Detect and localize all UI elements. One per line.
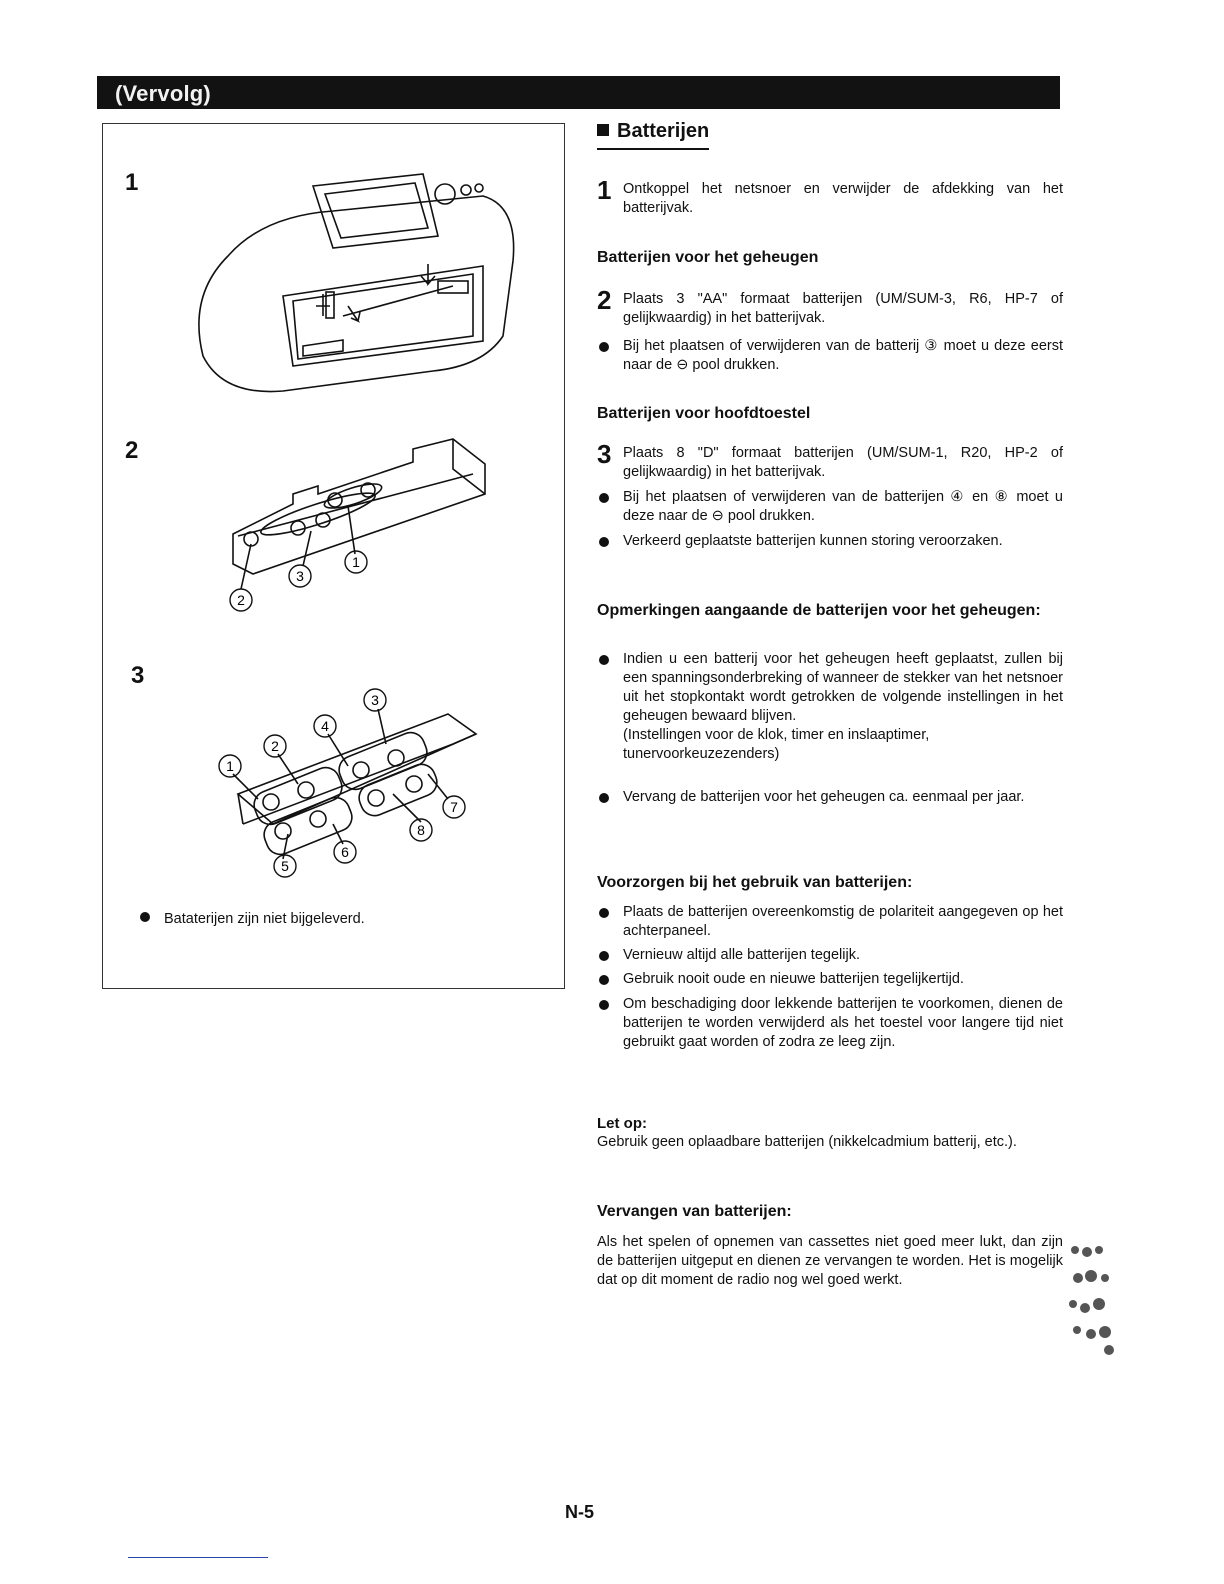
bullet-icon bbox=[599, 793, 609, 803]
remarks-heading: Opmerkingen aangaande de batterijen voor het geheugen: bbox=[597, 602, 1041, 619]
callout-2-label: 2 bbox=[237, 592, 245, 608]
figure-panel bbox=[102, 123, 565, 989]
replace-heading: Vervangen van batterijen: bbox=[597, 1203, 792, 1220]
main-bullet-2: Verkeerd geplaatste batterijen kunnen storing veroorzaken. bbox=[597, 532, 1063, 551]
bullet-icon bbox=[599, 908, 609, 918]
callout-8-label: 8 bbox=[417, 822, 425, 838]
page-number: N-5 bbox=[565, 1502, 595, 1522]
step-2 bbox=[597, 285, 1063, 328]
step-1 bbox=[597, 175, 1063, 218]
caution-text: Gebruik geen oplaadbare batterijen (nikkelcadmium batterij, etc.). bbox=[597, 1134, 1017, 1150]
callout-1-label: 1 bbox=[352, 554, 360, 570]
step-3-number: 3 bbox=[597, 439, 612, 469]
callout-5-label: 5 bbox=[281, 858, 289, 874]
callout-4-label: 4 bbox=[321, 718, 329, 734]
figure-step-3-label: 3 bbox=[131, 662, 145, 689]
figure-note bbox=[140, 911, 365, 927]
section-header-title: (Vervolg) bbox=[115, 81, 211, 106]
remarks-bullet-1-extra: (Instellingen voor de klok, timer en inslaaptimer, tunervoorkeuzezenders) bbox=[623, 727, 930, 762]
main-heading: Batterijen voor hoofdtoestel bbox=[597, 405, 811, 422]
square-bullet-icon bbox=[597, 124, 609, 136]
bullet-icon bbox=[599, 493, 609, 503]
bullet-icon bbox=[599, 342, 609, 352]
caution-label: Let op: bbox=[597, 1115, 647, 1132]
bullet-icon bbox=[599, 975, 609, 985]
step-3-text: Plaats 8 "D" formaat batterijen (UM/SUM-1, R20, HP-2 of gelijkwaardig) in het batterijvak. bbox=[623, 445, 1063, 480]
precautions-bullet-1: Plaats de batterijen overeenkomstig de polariteit aangegeven op het achterpaneel. bbox=[597, 903, 1063, 941]
step-1-number: 1 bbox=[597, 175, 612, 205]
remarks-bullet-2: Vervang de batterijen voor het geheugen ca. eenmaal per jaar. bbox=[597, 788, 1063, 807]
scan-halftone-mark bbox=[1063, 1238, 1118, 1358]
figure-step-2-label: 2 bbox=[125, 437, 139, 464]
figure-step-1-label: 1 bbox=[125, 169, 139, 196]
main-bullet-1: Bij het plaatsen of verwijderen van de batterijen ④ en ⑧ moet u deze naar de ⊖ pool drukken. bbox=[597, 488, 1063, 526]
figure-3-main-battery-illustration bbox=[218, 674, 498, 879]
step-1-text: Ontkoppel het netsnoer en verwijder de afdekking van het batterijvak. bbox=[623, 181, 1063, 216]
callout-2-label: 2 bbox=[271, 738, 279, 754]
section-title: Batterijen bbox=[597, 120, 709, 150]
figure-1-unit-back-illustration bbox=[183, 166, 523, 406]
callout-7-label: 7 bbox=[450, 799, 458, 815]
step-3 bbox=[597, 439, 1063, 482]
remarks-bullet-1: Indien u een batterij voor het geheugen heeft geplaatst, zullen bij een spanningsonderbreking of wanneer de stekker van het netsnoer uit het stopkontakt wordt getrokken de volgende instellingen in het geheugen bewaard blijven. (Instellingen voor de klok, timer en inslaaptimer, tunervoorkeuzezenders) bbox=[597, 650, 1063, 764]
precautions-bullet-3: Gebruik nooit oude en nieuwe batterijen tegelijkertijd. bbox=[597, 970, 1063, 989]
precautions-bullet-4: Om beschadiging door lekkende batterijen te voorkomen, dienen de batterijen te worden verwijderd als het toestel voor langere tijd niet gebruikt gaat worden of zodra ze leeg zijn. bbox=[597, 995, 1063, 1052]
callout-3-label: 3 bbox=[296, 568, 304, 584]
callout-1-label: 1 bbox=[226, 758, 234, 774]
footer-rule bbox=[128, 1557, 268, 1558]
bullet-icon bbox=[140, 912, 150, 922]
memory-bullet: Bij het plaatsen of verwijderen van de batterij ③ moet u deze eerst naar de ⊖ pool drukken. bbox=[597, 337, 1063, 375]
callout-6-label: 6 bbox=[341, 844, 349, 860]
precautions-bullet-2: Vernieuw altijd alle batterijen tegelijk. bbox=[597, 946, 1063, 965]
bullet-icon bbox=[599, 951, 609, 961]
bullet-icon bbox=[599, 655, 609, 665]
memory-heading: Batterijen voor het geheugen bbox=[597, 249, 819, 266]
figure-note-text: Bataterijen zijn niet bijgeleverd. bbox=[164, 911, 365, 927]
step-2-text: Plaats 3 "AA" formaat batterijen (UM/SUM-3, R6, HP-7 of gelijkwaardig) in het batterijvak. bbox=[623, 291, 1063, 326]
bullet-icon bbox=[599, 1000, 609, 1010]
section-header-bar bbox=[97, 76, 1060, 109]
step-2-number: 2 bbox=[597, 285, 612, 315]
figure-2-memory-battery-illustration bbox=[223, 434, 503, 624]
precautions-heading: Voorzorgen bij het gebruik van batterijen: bbox=[597, 874, 913, 891]
bullet-icon bbox=[599, 537, 609, 547]
callout-3-label: 3 bbox=[371, 692, 379, 708]
replace-text: Als het spelen of opnemen van cassettes niet goed meer lukt, dan zijn de batterijen uitgeput en dienen ze vervangen te worden. Het is mogelijk dat op dit moment de radio nog wel goed werkt. bbox=[597, 1234, 1063, 1288]
